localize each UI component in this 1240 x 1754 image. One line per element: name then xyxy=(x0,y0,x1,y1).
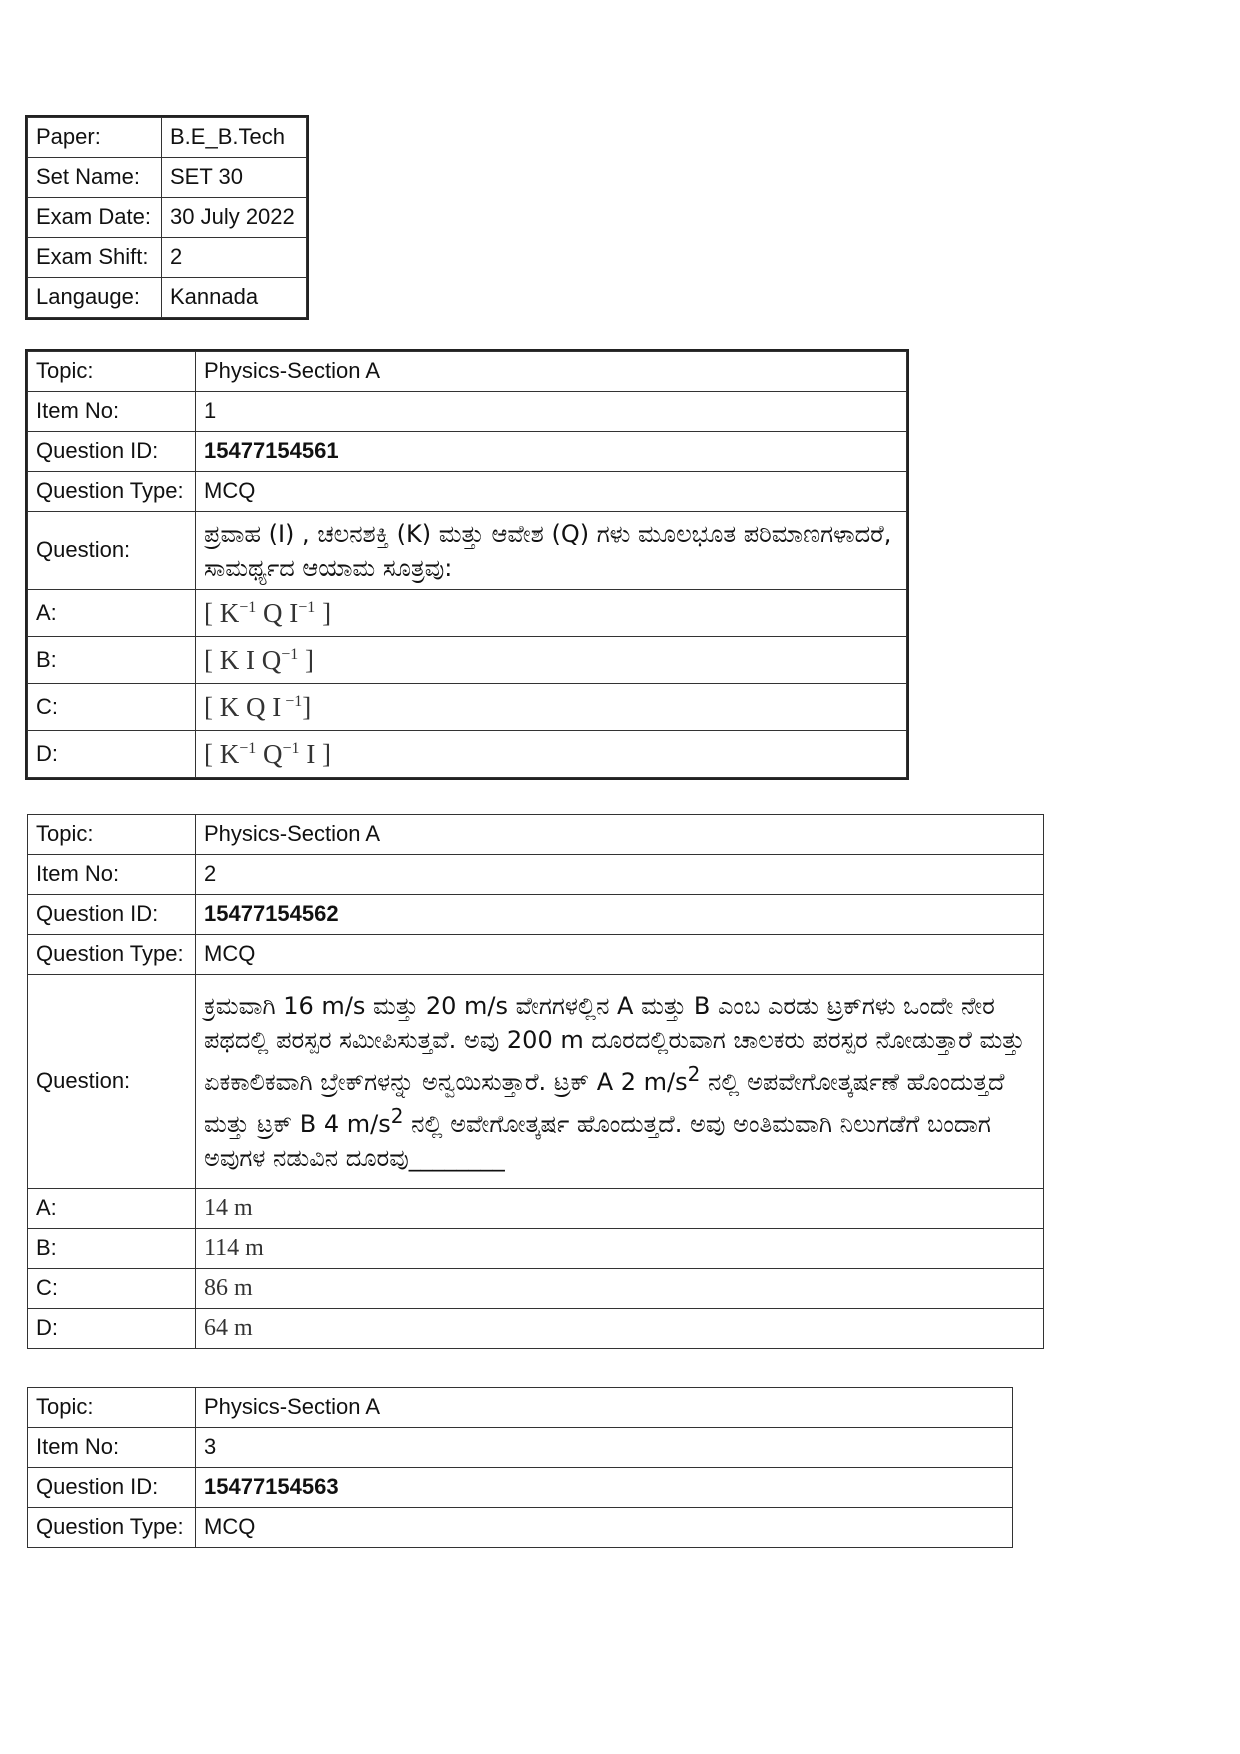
question-label: Question: xyxy=(28,512,196,590)
option-b-row xyxy=(28,637,907,684)
question-label: Question: xyxy=(28,975,196,1189)
option-d-value: 64 m xyxy=(196,1309,1044,1349)
item-no-row xyxy=(28,392,907,432)
option-b-label: B: xyxy=(28,1229,196,1269)
meta-row-set-name xyxy=(28,158,307,198)
item-no-value: 3 xyxy=(196,1428,1013,1468)
option-b-value: 114 m xyxy=(196,1229,1044,1269)
formula-exponent: −1 xyxy=(282,739,300,757)
option-c-label: C: xyxy=(28,684,196,731)
question-text xyxy=(196,975,1044,1189)
item-no-label: Item No: xyxy=(28,1428,196,1468)
question-text-part: ಕ್ರಮವಾಗಿ 16 m/s ಮತ್ತು 20 m/s ವೇಗಗಳಲ್ಲಿನ A ಮತ್ತು B ಎಂಬ ಎರಡು ಟ್ರಕ್‌ಗಳು ಒಂದೇ ನೇರ ಪಥದಲ್ಲಿ ಪರಸ್ಪರ ಸಮೀಪಿಸುತ್ತವೆ. ಅವು 200 m ದೂರದಲ್ಲಿರುವಾಗ ಚಾಲಕರು ಪರಸ್ಪರ ನೋಡುತ್ತಾರೆ ಮತ್ತು ಏಕಕಾಲಿಕವಾಗಿ ಬ್ರೇಕ್‌ಗಳನ್ನು ಅನ್ವಯಿಸುತ್ತಾರೆ. ಟ್ರಕ್ A 2 m/s xyxy=(204,991,1025,1096)
meta-value: B.E_B.Tech xyxy=(162,118,307,158)
topic-label: Topic: xyxy=(28,815,196,855)
question-text-part: ನಲ್ಲಿ ಅವೇಗೋತ್ಕರ್ಷ ಹೊಂದುತ್ತದೆ. ಅವು ಅಂತಿಮವಾಗಿ ನಿಲುಗಡೆಗೆ ಬಂದಾಗ ಅವುಗಳ ನಡುವಿನ ದೂರವು________ xyxy=(204,1109,991,1172)
formula-part: ] xyxy=(298,644,315,675)
formula-part: Q I xyxy=(256,597,299,628)
question-row xyxy=(28,512,907,590)
option-b-formula xyxy=(196,637,907,684)
option-b-label: B: xyxy=(28,637,196,684)
formula-part: Q xyxy=(256,738,283,769)
question-id-row xyxy=(28,432,907,472)
option-a-row xyxy=(28,1189,1044,1229)
meta-row-paper xyxy=(28,118,307,158)
option-c-row xyxy=(28,1269,1044,1309)
meta-value: 30 July 2022 xyxy=(162,198,307,238)
option-a-label: A: xyxy=(28,1189,196,1229)
formula-exponent: −1 xyxy=(298,598,316,616)
unit-exponent: 2 xyxy=(687,1061,701,1086)
meta-label: Exam Date: xyxy=(28,198,162,238)
meta-value: 2 xyxy=(162,238,307,278)
topic-label: Topic: xyxy=(28,1388,196,1428)
meta-row-exam-shift xyxy=(28,238,307,278)
option-c-row xyxy=(28,684,907,731)
question-type-row xyxy=(28,935,1044,975)
option-a-row xyxy=(28,590,907,637)
option-d-row xyxy=(28,731,907,778)
formula-part: [ K xyxy=(204,597,240,628)
item-no-label: Item No: xyxy=(28,392,196,432)
question-id-value: 15477154561 xyxy=(196,432,907,472)
option-d-label: D: xyxy=(28,731,196,778)
question-type-value: MCQ xyxy=(196,1508,1013,1548)
question-type-label: Question Type: xyxy=(28,472,196,512)
option-c-value: 86 m xyxy=(196,1269,1044,1309)
formula-part: ] xyxy=(302,691,312,722)
option-a-formula xyxy=(196,590,907,637)
option-d-row xyxy=(28,1309,1044,1349)
topic-row xyxy=(28,352,907,392)
formula-part: [ K xyxy=(204,738,240,769)
question-id-label: Question ID: xyxy=(28,432,196,472)
meta-row-language xyxy=(28,278,307,318)
meta-label: Exam Shift: xyxy=(28,238,162,278)
question-row xyxy=(28,975,1044,1189)
question-id-label: Question ID: xyxy=(28,1468,196,1508)
topic-value: Physics-Section A xyxy=(196,1388,1013,1428)
formula-exponent: −1 xyxy=(239,598,257,616)
option-c-formula xyxy=(196,684,907,731)
topic-row xyxy=(28,815,1044,855)
option-d-label: D: xyxy=(28,1309,196,1349)
question-type-label: Question Type: xyxy=(28,1508,196,1548)
question-type-value: MCQ xyxy=(196,935,1044,975)
formula-exponent: −1 xyxy=(281,645,299,663)
option-a-value: 14 m xyxy=(196,1189,1044,1229)
question-id-value: 15477154562 xyxy=(196,895,1044,935)
topic-label: Topic: xyxy=(28,352,196,392)
formula-part: I ] xyxy=(299,738,332,769)
question-id-row xyxy=(28,1468,1013,1508)
question-3-table xyxy=(27,1387,1013,1548)
item-no-row xyxy=(28,855,1044,895)
item-no-row xyxy=(28,1428,1013,1468)
unit-exponent: 2 xyxy=(390,1103,404,1128)
formula-exponent: −1 xyxy=(239,739,257,757)
item-no-value: 2 xyxy=(196,855,1044,895)
topic-value: Physics-Section A xyxy=(196,352,907,392)
question-type-label: Question Type: xyxy=(28,935,196,975)
meta-row-exam-date xyxy=(28,198,307,238)
question-type-row xyxy=(28,1508,1013,1548)
topic-value: Physics-Section A xyxy=(196,815,1044,855)
question-2-table xyxy=(27,814,1044,1349)
question-text-part: ನಲ್ಲಿ ಅಪವೇಗೋತ್ಕರ್ಷಣೆ ಹೊಂದುತ್ತದೆ ಮತ್ತು ಟ್ರಕ್ B 4 m/s xyxy=(204,1067,1005,1138)
meta-label: Set Name: xyxy=(28,158,162,198)
formula-exponent: −1 xyxy=(281,692,303,710)
topic-row xyxy=(28,1388,1013,1428)
meta-value: SET 30 xyxy=(162,158,307,198)
formula-part: [ K I Q xyxy=(204,644,282,675)
option-a-label: A: xyxy=(28,590,196,637)
meta-label: Paper: xyxy=(28,118,162,158)
exam-meta-table xyxy=(27,117,307,318)
question-type-row xyxy=(28,472,907,512)
option-c-label: C: xyxy=(28,1269,196,1309)
item-no-value: 1 xyxy=(196,392,907,432)
question-id-label: Question ID: xyxy=(28,895,196,935)
question-type-value: MCQ xyxy=(196,472,907,512)
meta-label: Langauge: xyxy=(28,278,162,318)
question-id-value: 15477154563 xyxy=(196,1468,1013,1508)
question-id-row xyxy=(28,895,1044,935)
item-no-label: Item No: xyxy=(28,855,196,895)
meta-value: Kannada xyxy=(162,278,307,318)
option-b-row xyxy=(28,1229,1044,1269)
option-d-formula xyxy=(196,731,907,778)
question-text: ಪ್ರವಾಹ (I) , ಚಲನಶಕ್ತಿ (K) ಮತ್ತು ಆವೇಶ (Q) ಗಳು ಮೂಲಭೂತ ಪರಿಮಾಣಗಳಾದರೆ, ಸಾಮರ್ಥ್ಯದ ಆಯಾಮ ಸೂತ್ರವು: xyxy=(196,512,907,590)
question-1-table xyxy=(27,351,907,778)
formula-part: [ K Q I xyxy=(204,691,282,722)
formula-part: ] xyxy=(315,597,332,628)
